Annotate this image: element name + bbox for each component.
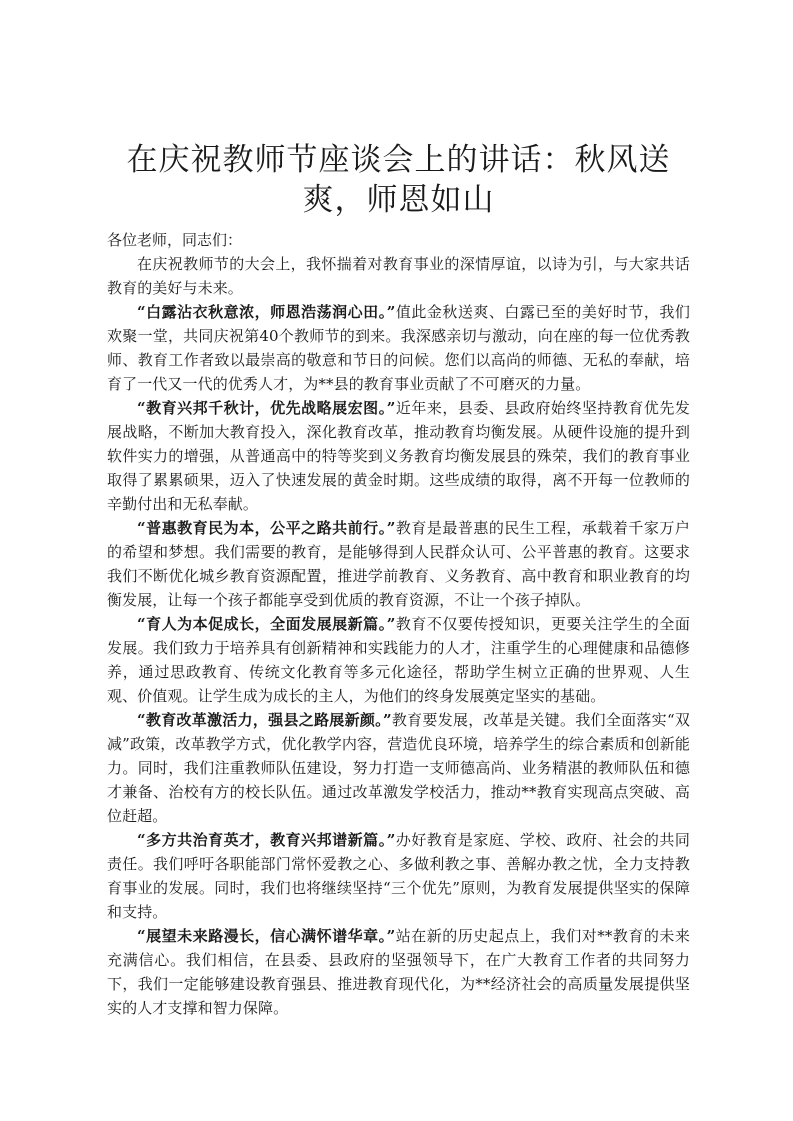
section-body: 办好教育是家庭、学校、政府、社会的共同责任。我们呼吁各职能部门常怀爱教之心、多做利教之事、善解办教之忧，全力支持教育事业的发展。同时，我们也将继续坚持“三个优先”原则，为教育发展提供坚实的保障和支持。 (107, 831, 690, 921)
section-lead: “育人为本促成长，全面发展展新篇。” (137, 615, 396, 633)
section-lead: “展望未来路漫长，信心满怀谱华章。” (137, 927, 396, 945)
section-body: 值此金秋送爽、白露已至的美好时节，我们欢聚一堂，共同庆祝第40个教师节的到来。我深感亲切与激动，向在座的每一位优秀教师、教育工作者致以最崇高的敬意和节日的问候。您们以高尚的师德、无私的奉献，培育了一代又一代的优秀人才，为**县的教育事业贡献了不可磨灭的力量。 (107, 303, 690, 393)
section-lead: “白露沾衣秋意浓，师恩浩荡润心田。” (137, 303, 396, 321)
section-body: 站在新的历史起点上，我们对**教育的未来充满信心。我们相信，在县委、县政府的坚强领导下，在广大教育工作者的共同努力下，我们一定能够建设教育强县、推进教育现代化，为**经济社会的高质量发展提供坚实的人才支撑和智力保障。 (107, 927, 690, 1017)
document-page (107, 140, 690, 1020)
section-paragraph (107, 612, 690, 708)
section-paragraph (107, 396, 690, 516)
section-lead: “教育兴邦千秋计，优先战略展宏图。” (137, 399, 396, 417)
section-body: 教育要发展，改革是关键。我们全面落实“双减”政策，改革教学方式，优化教学内容，营造优良环境，培养学生的综合素质和创新能力。同时，我们注重教师队伍建设，努力打造一支师德高尚、业务精湛的教师队伍和德才兼备、治校有方的校长队伍。通过改革激发学校活力，推动**教育实现高点突破、高位赶超。 (107, 711, 690, 825)
section-paragraph (107, 708, 690, 828)
intro-paragraph: 在庆祝教师节的大会上，我怀揣着对教育事业的深情厚谊，以诗为引，与大家共话教育的美好与未来。 (107, 255, 690, 297)
section-paragraph (107, 828, 690, 924)
section-paragraph (107, 516, 690, 612)
section-paragraph (107, 300, 690, 396)
section-body: 教育不仅要传授知识，更要关注学生的全面发展。我们致力于培养具有创新精神和实践能力的人才，注重学生的心理健康和品德修养，通过思政教育、传统文化教育等多元化途径，帮助学生树立正确的世界观、人生观、价值观。让学生成为成长的主人，为他们的终身发展奠定坚实的基础。 (107, 615, 690, 705)
section-paragraph (107, 924, 690, 1020)
section-lead: “普惠教育民为本，公平之路共前行。” (137, 519, 396, 537)
page-title: 在庆祝教师节座谈会上的讲话：秋风送爽，师恩如山 (126, 142, 671, 218)
section-body: 教育是最普惠的民生工程，承载着千家万户的希望和梦想。我们需要的教育，是能够得到人民群众认可、公平普惠的教育。这要求我们不断优化城乡教育资源配置，推进学前教育、义务教育、高中教育和职业教育的均衡发展，让每一个孩子都能享受到优质的教育资源，不让一个孩子掉队。 (107, 519, 690, 609)
greeting: 各位老师，同志们： (107, 231, 243, 249)
section-body: 近年来，县委、县政府始终坚持教育优先发展战略，不断加大教育投入，深化教育改革，推动教育均衡发展。从硬件设施的提升到软件实力的增强，从普通高中的特等奖到义务教育均衡发展县的殊荣，我们的教育事业取得了累累硕果，迈入了快速发展的黄金时期。这些成绩的取得，离不开每一位教师的辛勤付出和无私奉献。 (107, 399, 690, 513)
section-lead: “多方共治育英才，教育兴邦谱新篇。” (137, 831, 396, 849)
section-lead: “教育改革激活力，强县之路展新颜。” (137, 711, 392, 729)
